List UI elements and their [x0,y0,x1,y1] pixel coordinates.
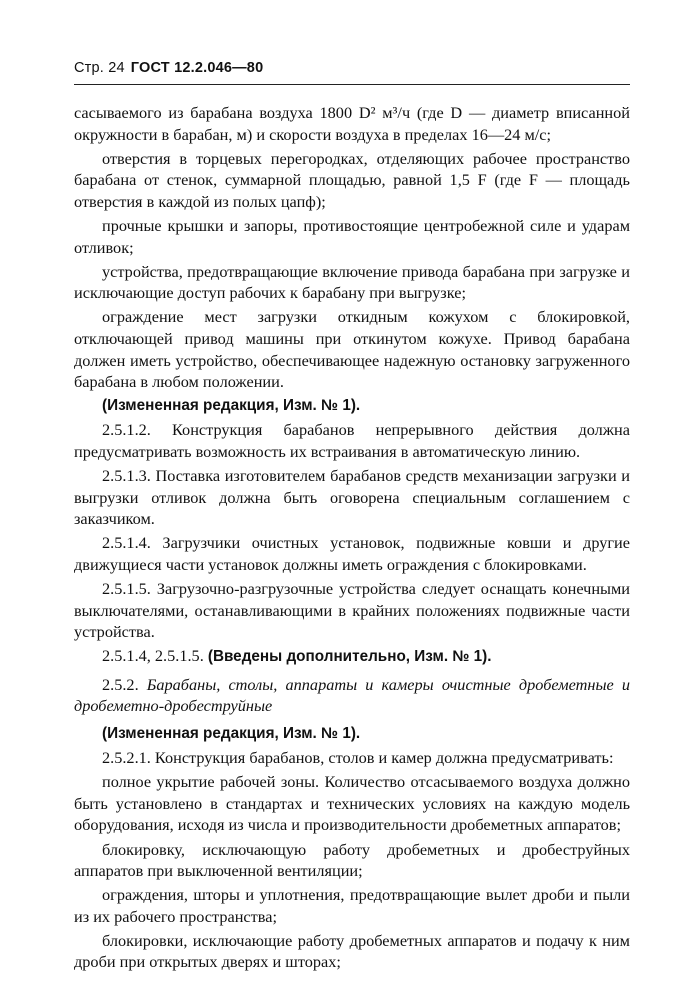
document-body [74,102,630,976]
paragraph: полное укрытие рабочей зоны. Количество отсасываемого воздуха должно быть установлено в стандартах и технических условиях на каждую модель оборудования, исходя из числа и производительности дробеметных аппаратов; [74,772,630,835]
paragraph: блокировки, исключающие работу дробеметных аппаратов и подачу к ним дроби при открытых дверях и шторах; [74,930,630,972]
paragraph: отверстия в торцевых перегородках, отделяющих рабочее пространство барабана от стенок, суммарной площадью, равной 1,5 F (где F — площадь отверстия в каждой из полых цапф); [74,148,630,211]
header-rule [74,84,630,85]
clause-refs: 2.5.1.4, 2.5.1.5. [102,646,204,666]
paragraph: устройства, предотвращающие включение привода барабана при загрузке и исключающие доступ рабочих к барабану при выгрузке; [74,261,630,303]
paragraph: ограждения, шторы и уплотнения, предотвращающие вылет дроби и пыли из их рабочего пространства; [74,885,630,926]
clause-2-5-1-5: 2.5.1.5. Загрузочно-разгрузочные устройства следует оснащать конечными выключателями, останавливающими в крайних положениях подвижные части устройства. [74,578,630,642]
added-note: (Введены дополнительно, Изм. № 1). [207,648,492,666]
section-number: 2.5.2. [102,674,139,694]
paragraph: прочные крышки и запоры, противостоящие центробежной силе и ударам отливок; [74,215,630,257]
amendment-note: (Измененная редакция, Изм. № 1). [102,725,361,743]
standard-designation: ГОСТ 12.2.046—80 [130,60,264,76]
section-title: Барабаны, столы, аппараты и камеры очистные дробеметные и дробеметно-дробеструйные [74,674,630,716]
clause-2-5-1-3: 2.5.1.3. Поставка изготовителем барабанов средств механизации загрузки и выгрузки отливок должна быть оговорена специальным соглашением с заказчиком. [74,466,630,529]
paragraph: блокировку, исключающую работу дробеметных и дробеструйных аппаратов при выключенной вентиляции; [74,839,630,881]
paragraph: сасываемого из барабана воздуха 1800 D² м³/ч (где D — диаметр вписанной окружности в барабан, м) и скорости воздуха в пределах 16—24 м/с; [74,103,630,144]
amendment-note: (Измененная редакция, Изм. № 1). [102,397,361,415]
clause-2-5-2-1: 2.5.2.1. Конструкция барабанов, столов и камер должна предусматривать: [102,748,614,768]
paragraph: ограждение мест загрузки откидным кожухом с блокировкой, отключающей привод машины при откинутом кожухе. Привод барабана должен иметь устройство, обеспечивающее надежную остановку загруженного барабана в любом положении. [74,307,630,392]
page-header [74,60,263,76]
amendment-note-added [74,645,630,668]
clause-2-5-1-4: 2.5.1.4. Загрузчики очистных установок, подвижные ковши и другие движущиеся части установок должны иметь ограждения с блокировками. [74,533,630,574]
section-2-5-2-heading [74,674,630,717]
page-number: Стр. 24 [74,60,125,76]
clause-2-5-1-2: 2.5.1.2. Конструкция барабанов непрерывного действия должна предусматривать возможность их встраивания в автоматическую линию. [74,420,630,461]
